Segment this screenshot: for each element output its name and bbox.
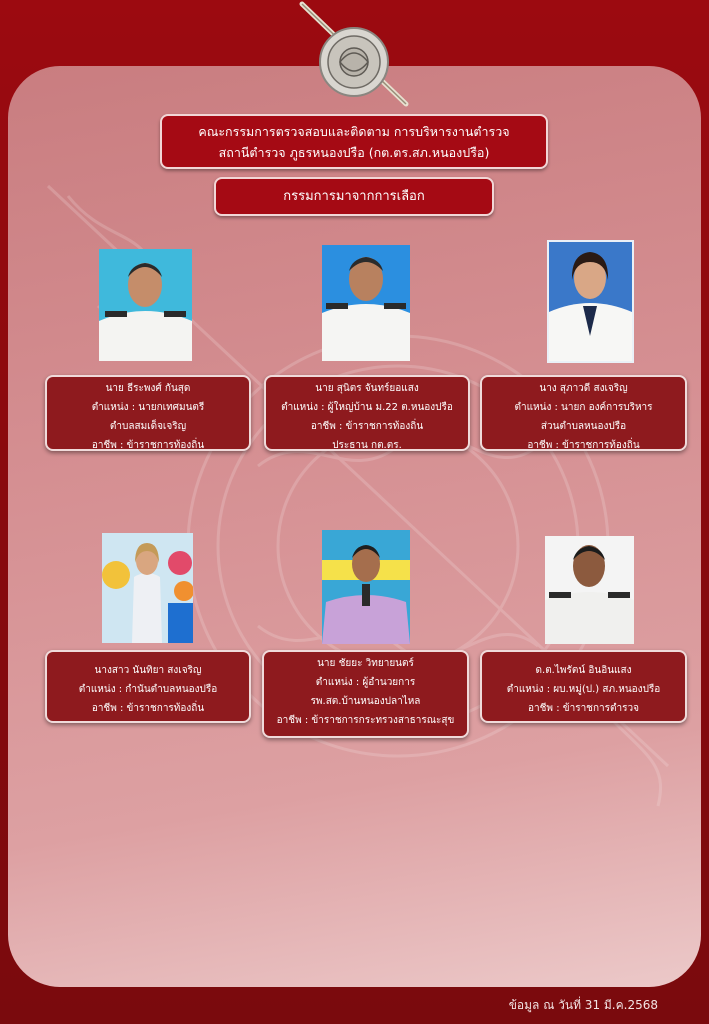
member-info-line: อาชีพ : ข้าราชการท้องถิ่น [310,421,424,432]
member-card [264,375,470,451]
title-line-1: คณะกรรมการตรวจสอบและติดตาม การบริหารงานตำรวจ [198,124,510,139]
member-photo [547,240,634,363]
member-name: นาย ธีระพงศ์ กันสุด [105,383,191,394]
member-info-line: ตำแหน่ง : นายก องค์การบริหาร [514,402,653,413]
member-info-line: อาชีพ : ข้าราชการกระทรวงสาธารณะสุข [276,715,455,726]
member-info-line: รพ.สต.บ้านหนองปลาไหล [310,696,421,707]
member-info-line: ตำแหน่ง : กำนันตำบลหนองปรือ [78,684,218,695]
member-info-line: อาชีพ : ข้าราชการตำรวจ [528,703,639,714]
section-subtitle: กรรมการมาจากการเลือก [214,177,494,216]
member-card [480,650,687,723]
member-info-line: อาชีพ : ข้าราชการท้องถิ่น [91,440,205,451]
member-info-line: อาชีพ : ข้าราชการท้องถิ่น [91,703,205,714]
member-info-line: ตำแหน่ง : ผู้อำนวยการ [315,677,416,688]
member-photo [102,533,193,643]
data-date-note: ข้อมูล ณ วันที่ 31 มี.ค.2568 [508,998,658,1012]
member-photo [545,536,634,644]
member-photo [322,245,410,361]
member-card [45,650,251,723]
member-info-line: อาชีพ : ข้าราชการท้องถิ่น [527,440,640,451]
member-card [262,650,469,738]
member-info-line: ส่วนตำบลหนองปรือ [540,421,627,432]
member-name: นาย สุนิตร จันทร์ยอแสง [315,383,419,394]
member-info-line: ประธาน กต.ตร. [332,440,402,451]
member-photo [322,530,410,644]
member-info-line: ตำแหน่ง : นายกเทศมนตรี [91,402,205,413]
member-info-line: ตำบลสมเด็จเจริญ [109,421,187,432]
member-info-line: ตำแหน่ง : ผู้ใหญ่บ้าน ม.22 ต.หนองปรือ [281,402,453,413]
member-name: นางสาว นันทิยา สงเจริญ [94,665,202,676]
committee-title [160,114,548,169]
member-name: ด.ต.ไพรัตน์ อินอินแสง [535,665,632,676]
member-photo [99,249,192,361]
member-card [480,375,687,451]
member-name: นาย ชัยยะ วิทยายนตร์ [317,658,414,669]
title-line-2: สถานีตำรวจ ภูธรหนองปรือ (กต.ตร.สภ.หนองปรือ) [218,145,490,160]
member-card [45,375,251,451]
member-info-line: ตำแหน่ง : ผบ.หมู่(ป.) สภ.หนองปรือ [506,684,661,695]
member-name: นาง สุภาวดี สงเจริญ [539,383,628,394]
police-emblem-icon [298,0,410,112]
